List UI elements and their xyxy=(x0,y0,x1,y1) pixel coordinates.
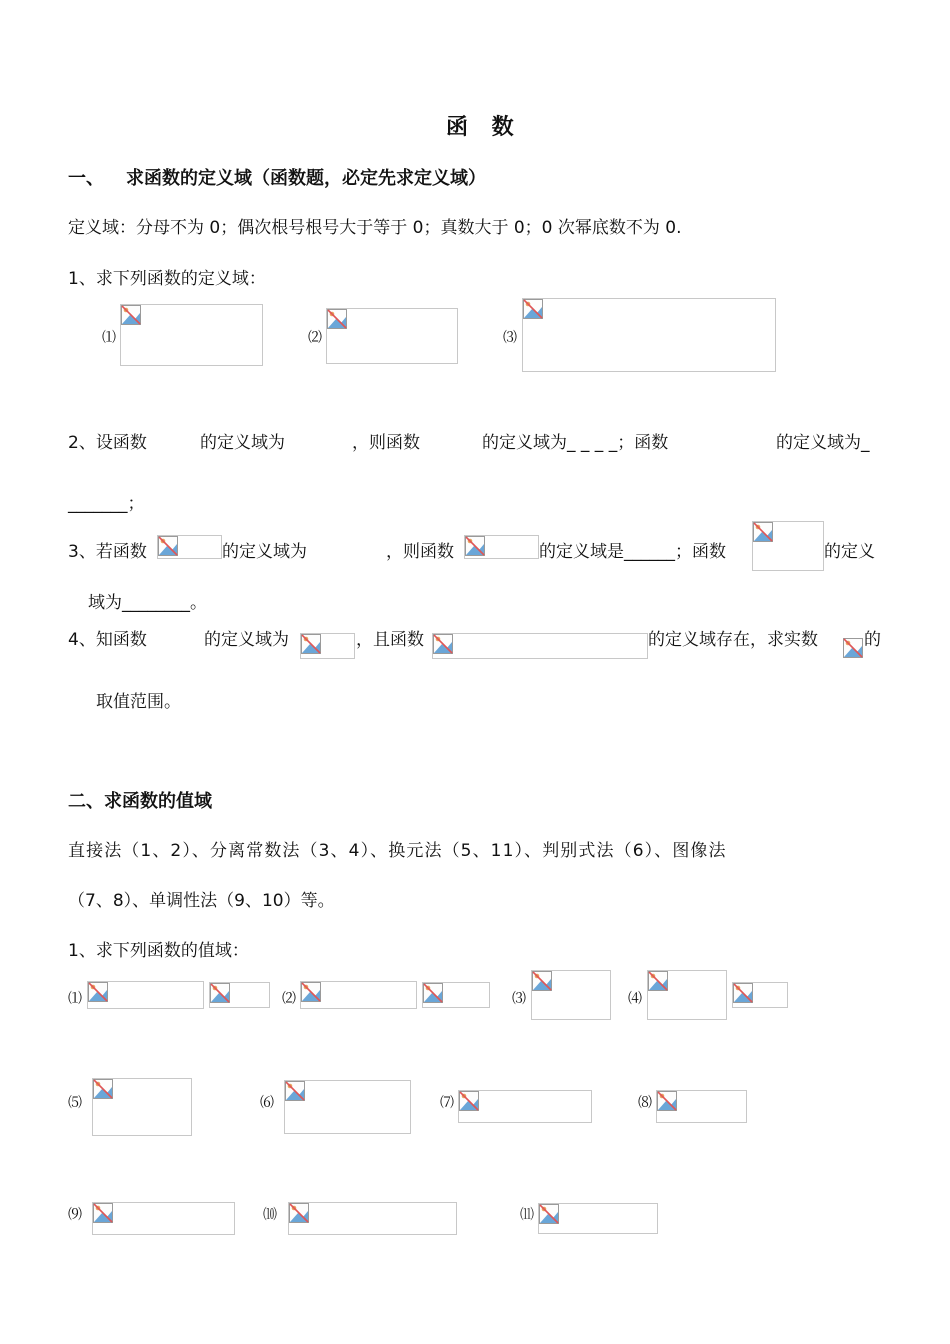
broken-image-icon xyxy=(539,1204,559,1224)
q1-label-3: ⑶ xyxy=(503,330,517,346)
range-label-8: ⑻ xyxy=(638,1095,652,1111)
range-label-11: ⑾ xyxy=(520,1207,534,1223)
broken-image-icon xyxy=(459,1091,479,1111)
q4-text-4: 的定义域存在，求实数 xyxy=(648,630,818,650)
q3-text-3: ，则函数 xyxy=(386,542,454,562)
q4-text-3: ，且函数 xyxy=(356,630,424,650)
broken-image-icon xyxy=(93,1203,113,1223)
range-label-2: ⑵ xyxy=(282,991,296,1007)
q4-continuation: 取值范围。 xyxy=(96,692,181,712)
q1-label-1: ⑴ xyxy=(102,330,116,346)
formula-image xyxy=(92,1078,192,1136)
formula-image xyxy=(458,1090,592,1123)
range-label-5: ⑸ xyxy=(68,1095,82,1111)
range-label-1: ⑴ xyxy=(68,991,82,1007)
formula-image xyxy=(422,982,490,1008)
broken-image-icon xyxy=(523,299,543,319)
q3-text-5: 的定义 xyxy=(824,542,875,562)
q4-text-2: 的定义域为 xyxy=(204,630,289,650)
q2-text-5: 的定义域为_ xyxy=(776,433,870,453)
q3-text-2: 的定义域为 xyxy=(222,542,307,562)
question-1: 1、求下列函数的定义域： xyxy=(68,269,266,289)
q2-continuation: _______； xyxy=(68,494,145,514)
formula-image xyxy=(284,1080,411,1134)
broken-image-icon xyxy=(465,536,485,556)
broken-image-icon xyxy=(657,1091,677,1111)
broken-image-icon xyxy=(158,536,178,556)
formula-image xyxy=(732,982,788,1008)
range-label-6: ⑹ xyxy=(260,1095,274,1111)
range-label-10: ⑽ xyxy=(263,1207,277,1223)
broken-image-icon xyxy=(93,1079,113,1099)
q3-text-4: 的定义域是______；函数 xyxy=(539,542,726,562)
formula-image xyxy=(209,982,270,1008)
broken-image-icon xyxy=(423,983,443,1003)
broken-image-icon xyxy=(285,1081,305,1101)
range-label-4: ⑷ xyxy=(628,991,642,1007)
methods-line-2: （7、8）、单调性法（9、10）等。 xyxy=(68,891,335,911)
broken-image-icon xyxy=(753,522,773,542)
broken-image-icon xyxy=(733,983,753,1003)
formula-image xyxy=(656,1090,747,1123)
formula-image xyxy=(843,638,863,658)
formula-image xyxy=(432,633,648,659)
page-title: 函 数 xyxy=(446,115,522,140)
broken-image-icon xyxy=(327,309,347,329)
formula-image xyxy=(157,535,222,559)
broken-image-icon xyxy=(433,634,453,654)
formula-image xyxy=(326,308,458,364)
formula-image xyxy=(120,304,263,366)
formula-image xyxy=(300,981,417,1009)
section1-heading-number: 一、 xyxy=(68,168,104,189)
formula-image xyxy=(538,1203,658,1234)
formula-image xyxy=(647,970,727,1020)
broken-image-icon xyxy=(648,971,668,991)
q3-text-1: 3、若函数 xyxy=(68,542,147,562)
q2-text-2: 的定义域为 xyxy=(200,433,285,453)
formula-image xyxy=(522,298,776,372)
broken-image-icon xyxy=(210,983,230,1003)
range-question-1: 1、求下列函数的值域： xyxy=(68,941,249,961)
q4-text-5: 的 xyxy=(864,630,881,650)
range-label-9: ⑼ xyxy=(68,1207,82,1223)
broken-image-icon xyxy=(843,638,863,658)
broken-image-icon xyxy=(88,982,108,1002)
broken-image-icon xyxy=(532,971,552,991)
q2-text-4: 的定义域为_ _ _ _；函数 xyxy=(482,433,669,453)
domain-rules: 定义域：分母不为 0；偶次根号根号大于等于 0；真数大于 0；0 次幂底数不为 0. xyxy=(68,218,682,238)
formula-image xyxy=(288,1202,457,1235)
formula-image xyxy=(464,535,539,559)
formula-image xyxy=(752,521,824,571)
formula-image xyxy=(92,1202,235,1235)
formula-image xyxy=(87,981,204,1009)
section1-heading: 求函数的定义域（函数题，必定先求定义域） xyxy=(126,168,486,189)
q4-text-1: 4、知函数 xyxy=(68,630,147,650)
broken-image-icon xyxy=(289,1203,309,1223)
broken-image-icon xyxy=(121,305,141,325)
q1-label-2: ⑵ xyxy=(308,330,322,346)
range-label-7: ⑺ xyxy=(440,1095,454,1111)
formula-image xyxy=(300,633,355,659)
q3-continuation: 域为________。 xyxy=(88,593,207,613)
formula-image xyxy=(531,970,611,1020)
broken-image-icon xyxy=(301,634,321,654)
broken-image-icon xyxy=(301,982,321,1002)
methods-line-1: 直接法（1、2）、分离常数法（3、4）、换元法（5、11）、判别式法（6）、图像法 xyxy=(68,841,727,861)
range-label-3: ⑶ xyxy=(512,991,526,1007)
section2-heading: 二、求函数的值域 xyxy=(68,791,212,812)
q2-text-3: ，则函数 xyxy=(352,433,420,453)
q2-text-1: 2、设函数 xyxy=(68,433,147,453)
